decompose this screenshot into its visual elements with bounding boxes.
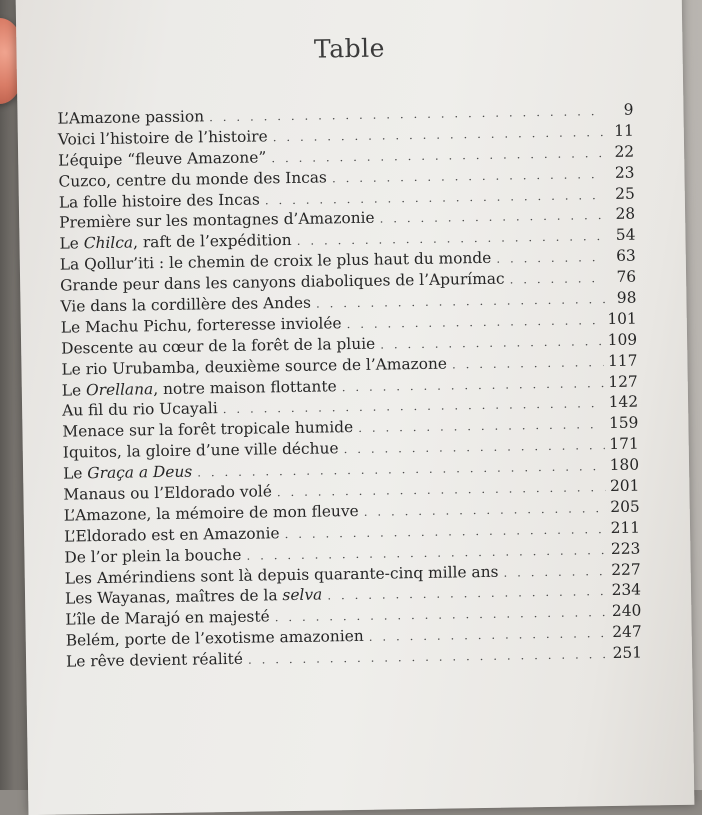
toc-page-number: 109 bbox=[607, 330, 638, 349]
toc-page-number: 251 bbox=[612, 643, 643, 663]
toc-entry-title bbox=[58, 168, 327, 190]
table-of-contents bbox=[57, 101, 642, 674]
toc-entry-title-text: Belém, porte de l’exotisme amazonien bbox=[65, 627, 364, 650]
dot-leader bbox=[297, 229, 605, 248]
toc-page-number: 28 bbox=[615, 205, 636, 224]
toc-entry-title bbox=[63, 482, 272, 503]
toc-entry-title bbox=[65, 608, 270, 629]
toc-entry-title-text: L’Amazone passion bbox=[57, 107, 205, 128]
toc-page-number: 240 bbox=[611, 601, 642, 621]
dot-leader bbox=[496, 250, 605, 266]
toc-page-number: 211 bbox=[610, 518, 641, 537]
toc-entry-title-text: Cuzco, centre du monde des Incas bbox=[58, 168, 328, 191]
toc-entry-title-suffix: , raft de l’expédition bbox=[132, 231, 292, 252]
toc-page-number: 25 bbox=[615, 184, 635, 203]
toc-entry-title-italic: Orellana bbox=[85, 379, 154, 399]
toc-entry-title bbox=[64, 524, 280, 545]
toc-entry-title bbox=[61, 314, 342, 336]
dot-leader bbox=[275, 605, 608, 624]
toc-entry-title-text: Le bbox=[61, 380, 87, 400]
toc-entry-title-text: Manaus ou l’Eldorado volé bbox=[63, 482, 272, 504]
toc-page-number: 127 bbox=[608, 372, 638, 391]
toc-entry-title-italic: Graça a Deus bbox=[87, 462, 193, 483]
toc-entry-title-text: L’Amazone, la mémoire de mon fleuve bbox=[63, 501, 359, 525]
toc-entry-title-suffix: , notre maison flottante bbox=[153, 376, 337, 398]
dot-leader bbox=[369, 626, 608, 644]
toc-page-number: 142 bbox=[608, 393, 639, 412]
dot-leader bbox=[380, 334, 603, 351]
toc-page-number: 234 bbox=[611, 581, 642, 600]
toc-page-number: 205 bbox=[610, 497, 640, 516]
toc-entry-title-text: Le rêve devient réalité bbox=[65, 649, 244, 671]
toc-entry-title-text: Descente au cœur de la forêt de la pluie bbox=[61, 334, 376, 358]
toc-entry-title-text: Grande peur dans les canyons diaboliques de l’Apurímac bbox=[60, 269, 505, 295]
dot-leader bbox=[346, 313, 602, 331]
toc-entry-title-text: Voici l’histoire de l’histoire bbox=[57, 127, 268, 149]
toc-entry-title bbox=[62, 377, 337, 399]
toc-page-number: 201 bbox=[609, 476, 640, 496]
toc-entry-title bbox=[60, 294, 311, 316]
toc-entry-title-italic: selva bbox=[282, 586, 323, 605]
toc-page-number: 180 bbox=[609, 455, 640, 475]
toc-page-number: 98 bbox=[616, 288, 637, 307]
dot-leader bbox=[197, 459, 605, 479]
dot-leader bbox=[364, 501, 606, 519]
dot-leader bbox=[248, 647, 608, 667]
toc-entry-title-text: L’Eldorado est en Amazonie bbox=[63, 524, 280, 546]
dot-leader bbox=[277, 480, 605, 499]
toc-entry-title-text: Les Amérindiens sont là depuis quarante-cinq mille ans bbox=[64, 562, 499, 588]
toc-entry-title bbox=[61, 334, 375, 357]
toc-entry-title bbox=[64, 546, 241, 567]
dot-leader bbox=[503, 564, 606, 580]
toc-entry-title bbox=[63, 463, 192, 483]
dot-leader bbox=[509, 271, 605, 286]
toc-entry-title-text: L’équipe “fleuve Amazone” bbox=[58, 148, 267, 170]
page-title: Table bbox=[313, 33, 386, 64]
toc-entry-title-text: Le bbox=[59, 234, 84, 253]
dot-leader bbox=[343, 438, 604, 456]
toc-entry-title bbox=[64, 502, 359, 525]
toc-page-number: 247 bbox=[612, 622, 642, 642]
dot-leader bbox=[327, 585, 607, 603]
toc-entry-title-text: La Qollur’iti : le chemin de croix le plus haut du monde bbox=[59, 249, 492, 274]
dot-leader bbox=[246, 543, 606, 563]
toc-page-number: 22 bbox=[614, 142, 635, 161]
dot-leader bbox=[209, 104, 603, 124]
dot-leader bbox=[223, 397, 604, 417]
dot-leader bbox=[358, 417, 604, 435]
toc-entry-title-text: Le Machu Pichu, forteresse inviolée bbox=[60, 314, 342, 337]
toc-entry-title-text: Le rio Urubamba, deuxième source de l’Amazone bbox=[61, 354, 448, 379]
toc-entry-title bbox=[65, 586, 322, 608]
dot-leader bbox=[379, 209, 604, 227]
toc-page-number: 101 bbox=[607, 309, 637, 328]
dot-leader bbox=[284, 522, 605, 541]
dot-leader bbox=[316, 292, 606, 311]
toc-entry-title bbox=[66, 650, 243, 671]
toc-entry-title bbox=[59, 190, 260, 211]
dot-leader bbox=[271, 146, 603, 165]
toc-page-number: 227 bbox=[611, 560, 641, 579]
toc-entry-title-text: Le bbox=[62, 464, 88, 483]
toc-entry-title bbox=[66, 627, 364, 650]
dot-leader bbox=[265, 188, 604, 207]
toc-page-number: 11 bbox=[614, 121, 634, 140]
toc-entry-title-text: Première sur les montagnes d’Amazonie bbox=[59, 209, 375, 233]
toc-page-number: 23 bbox=[614, 163, 635, 182]
toc-entry-title bbox=[59, 231, 291, 253]
toc-entry-title-text: Iquitos, la gloire d’une ville déchue bbox=[62, 439, 339, 462]
toc-entry-title-text: Au fil du rio Ucayali bbox=[61, 399, 218, 421]
toc-entry-title-text: Vie dans la cordillère des Andes bbox=[60, 293, 312, 316]
toc-entry-title-italic: Chilca bbox=[83, 233, 134, 253]
toc-entry-title bbox=[57, 107, 204, 127]
toc-entry-title bbox=[58, 127, 268, 148]
toc-entry-title bbox=[58, 148, 266, 169]
toc-entry-title bbox=[62, 400, 218, 420]
dot-leader bbox=[273, 125, 603, 144]
toc-entry-title-text: Les Wayanas, maîtres de la bbox=[64, 586, 283, 609]
toc-entry-title bbox=[59, 209, 375, 232]
toc-page-number: 9 bbox=[623, 100, 634, 119]
toc-entry-title bbox=[62, 418, 353, 441]
toc-entry-title-text: Menace sur la forêt tropicale humide bbox=[62, 418, 354, 441]
book-page bbox=[16, 0, 695, 815]
dot-leader bbox=[452, 355, 603, 371]
toc-entry-title-text: La folle histoire des Incas bbox=[58, 190, 260, 212]
toc-page-number: 63 bbox=[616, 246, 636, 266]
toc-entry-title bbox=[63, 440, 339, 462]
toc-page-number: 54 bbox=[615, 225, 636, 245]
toc-entry-title-text: L’île de Marajó en majesté bbox=[65, 607, 270, 629]
toc-page-number: 76 bbox=[616, 267, 637, 287]
toc-page-number: 159 bbox=[608, 413, 639, 433]
toc-page-number: 171 bbox=[609, 434, 639, 454]
toc-entry-title-text: De l’or plein la bouche bbox=[64, 545, 242, 567]
toc-page-number: 223 bbox=[610, 539, 641, 558]
toc-page-number: 117 bbox=[607, 351, 638, 370]
dot-leader bbox=[332, 167, 604, 185]
dot-leader bbox=[342, 376, 604, 394]
